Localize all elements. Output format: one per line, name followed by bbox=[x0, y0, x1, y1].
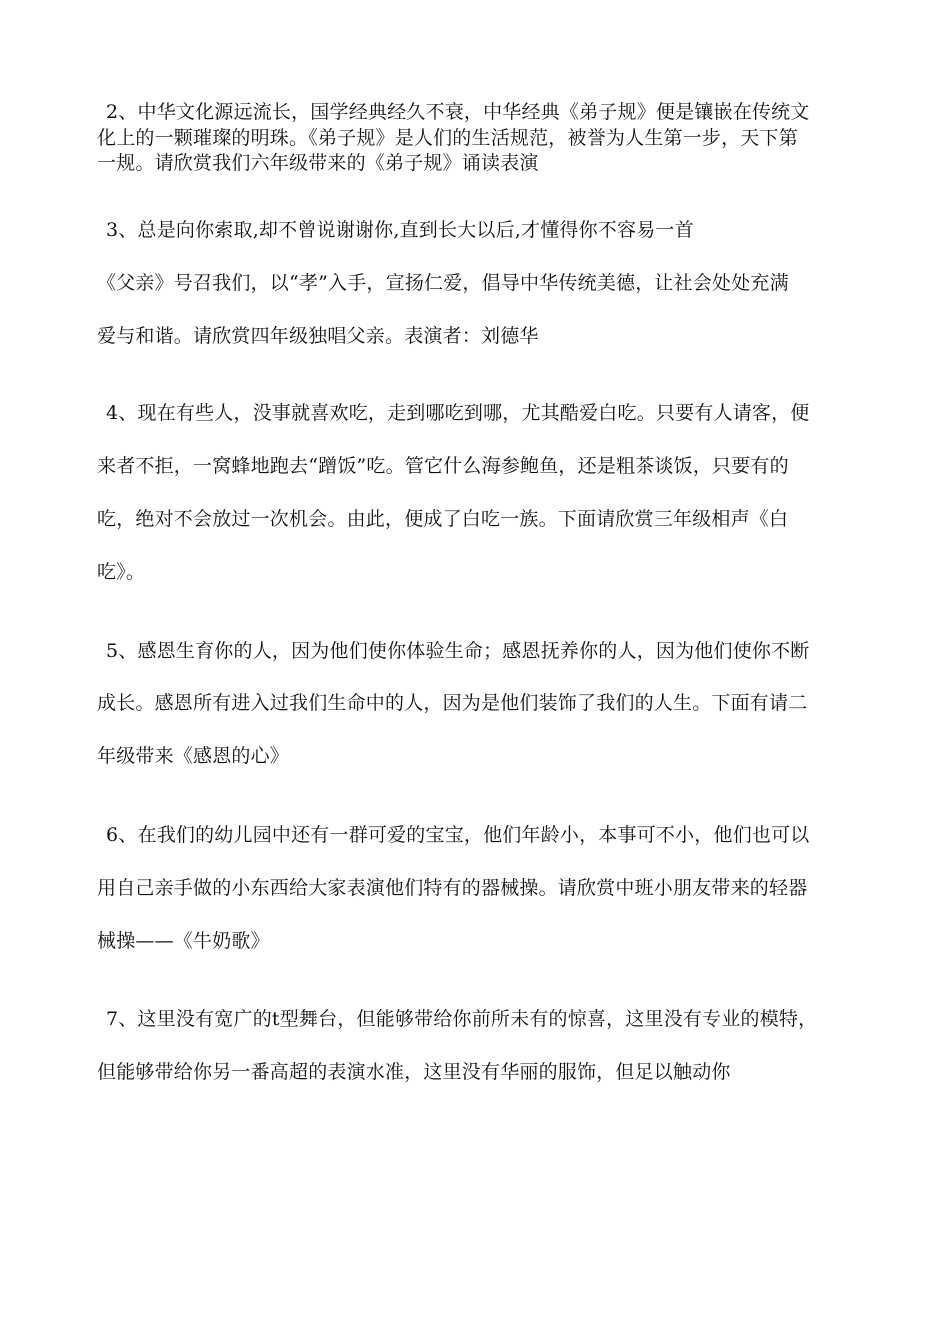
paragraph-5-line-1: 5、感恩生育你的人，因为他们使你体验生命；感恩抚养你的人，因为他们使你不断 bbox=[106, 640, 810, 662]
paragraph-2-line-1: 2、中华文化源远流长，国学经典经久不衰，中华经典《弟子规》便是镶嵌在传统文 bbox=[106, 101, 810, 123]
paragraph-4-line-1: 4、现在有些人，没事就喜欢吃，走到哪吃到哪，尤其酷爱白吃。只要有人请客，便 bbox=[106, 402, 810, 424]
paragraph-6-line-1: 6、在我们的幼儿园中还有一群可爱的宝宝，他们年龄小，本事可不小，他们也可以 bbox=[106, 824, 810, 846]
paragraph-7-line-2: 但能够带给你另一番高超的表演水准，这里没有华丽的服饰，但足以触动你 bbox=[97, 1061, 731, 1083]
paragraph-2-line-3: 一规。请欣赏我们六年级带来的《弟子规》诵读表演 bbox=[97, 152, 539, 174]
paragraph-6-line-3: 械操——《牛奶歌》 bbox=[97, 930, 270, 952]
paragraph-3-line-3: 爱与和谐。请欣赏四年级独唱父亲。表演者：刘德华 bbox=[97, 325, 539, 347]
paragraph-3-line-1: 3、总是向你索取,却不曾说谢谢你,直到长大以后,才懂得你不容易一首 bbox=[106, 219, 694, 241]
paragraph-2-line-2: 化上的一颗璀璨的明珠。《弟子规》是人们的生活规范，被誉为人生第一步，天下第 bbox=[97, 127, 798, 149]
paragraph-6-line-2: 用自己亲手做的小东西给大家表演他们特有的器械操。请欣赏中班小朋友带来的轻器 bbox=[97, 877, 808, 899]
paragraph-4-line-2: 来者不拒，一窝蜂地跑去“蹭饭”吃。管它什么海参鲍鱼，还是粗茶谈饭，只要有的 bbox=[97, 455, 789, 477]
paragraph-5-line-3: 年级带来《感恩的心》 bbox=[97, 745, 290, 767]
paragraph-4-line-3: 吃，绝对不会放过一次机会。由此，便成了白吃一族。下面请欣赏三年级相声《白 bbox=[97, 508, 789, 530]
paragraph-5-line-2: 成长。感恩所有进入过我们生命中的人，因为是他们装饰了我们的人生。下面有请二 bbox=[97, 692, 808, 714]
paragraph-7-line-1: 7、这里没有宽广的t型舞台，但能够带给你前所未有的惊喜，这里没有专业的模特， bbox=[106, 1008, 818, 1030]
paragraph-3-line-2: 《父亲》号召我们，以“孝”入手，宣扬仁爱，倡导中华传统美德，让社会处处充满 bbox=[97, 272, 789, 294]
paragraph-4-line-4: 吃》。 bbox=[97, 561, 146, 583]
